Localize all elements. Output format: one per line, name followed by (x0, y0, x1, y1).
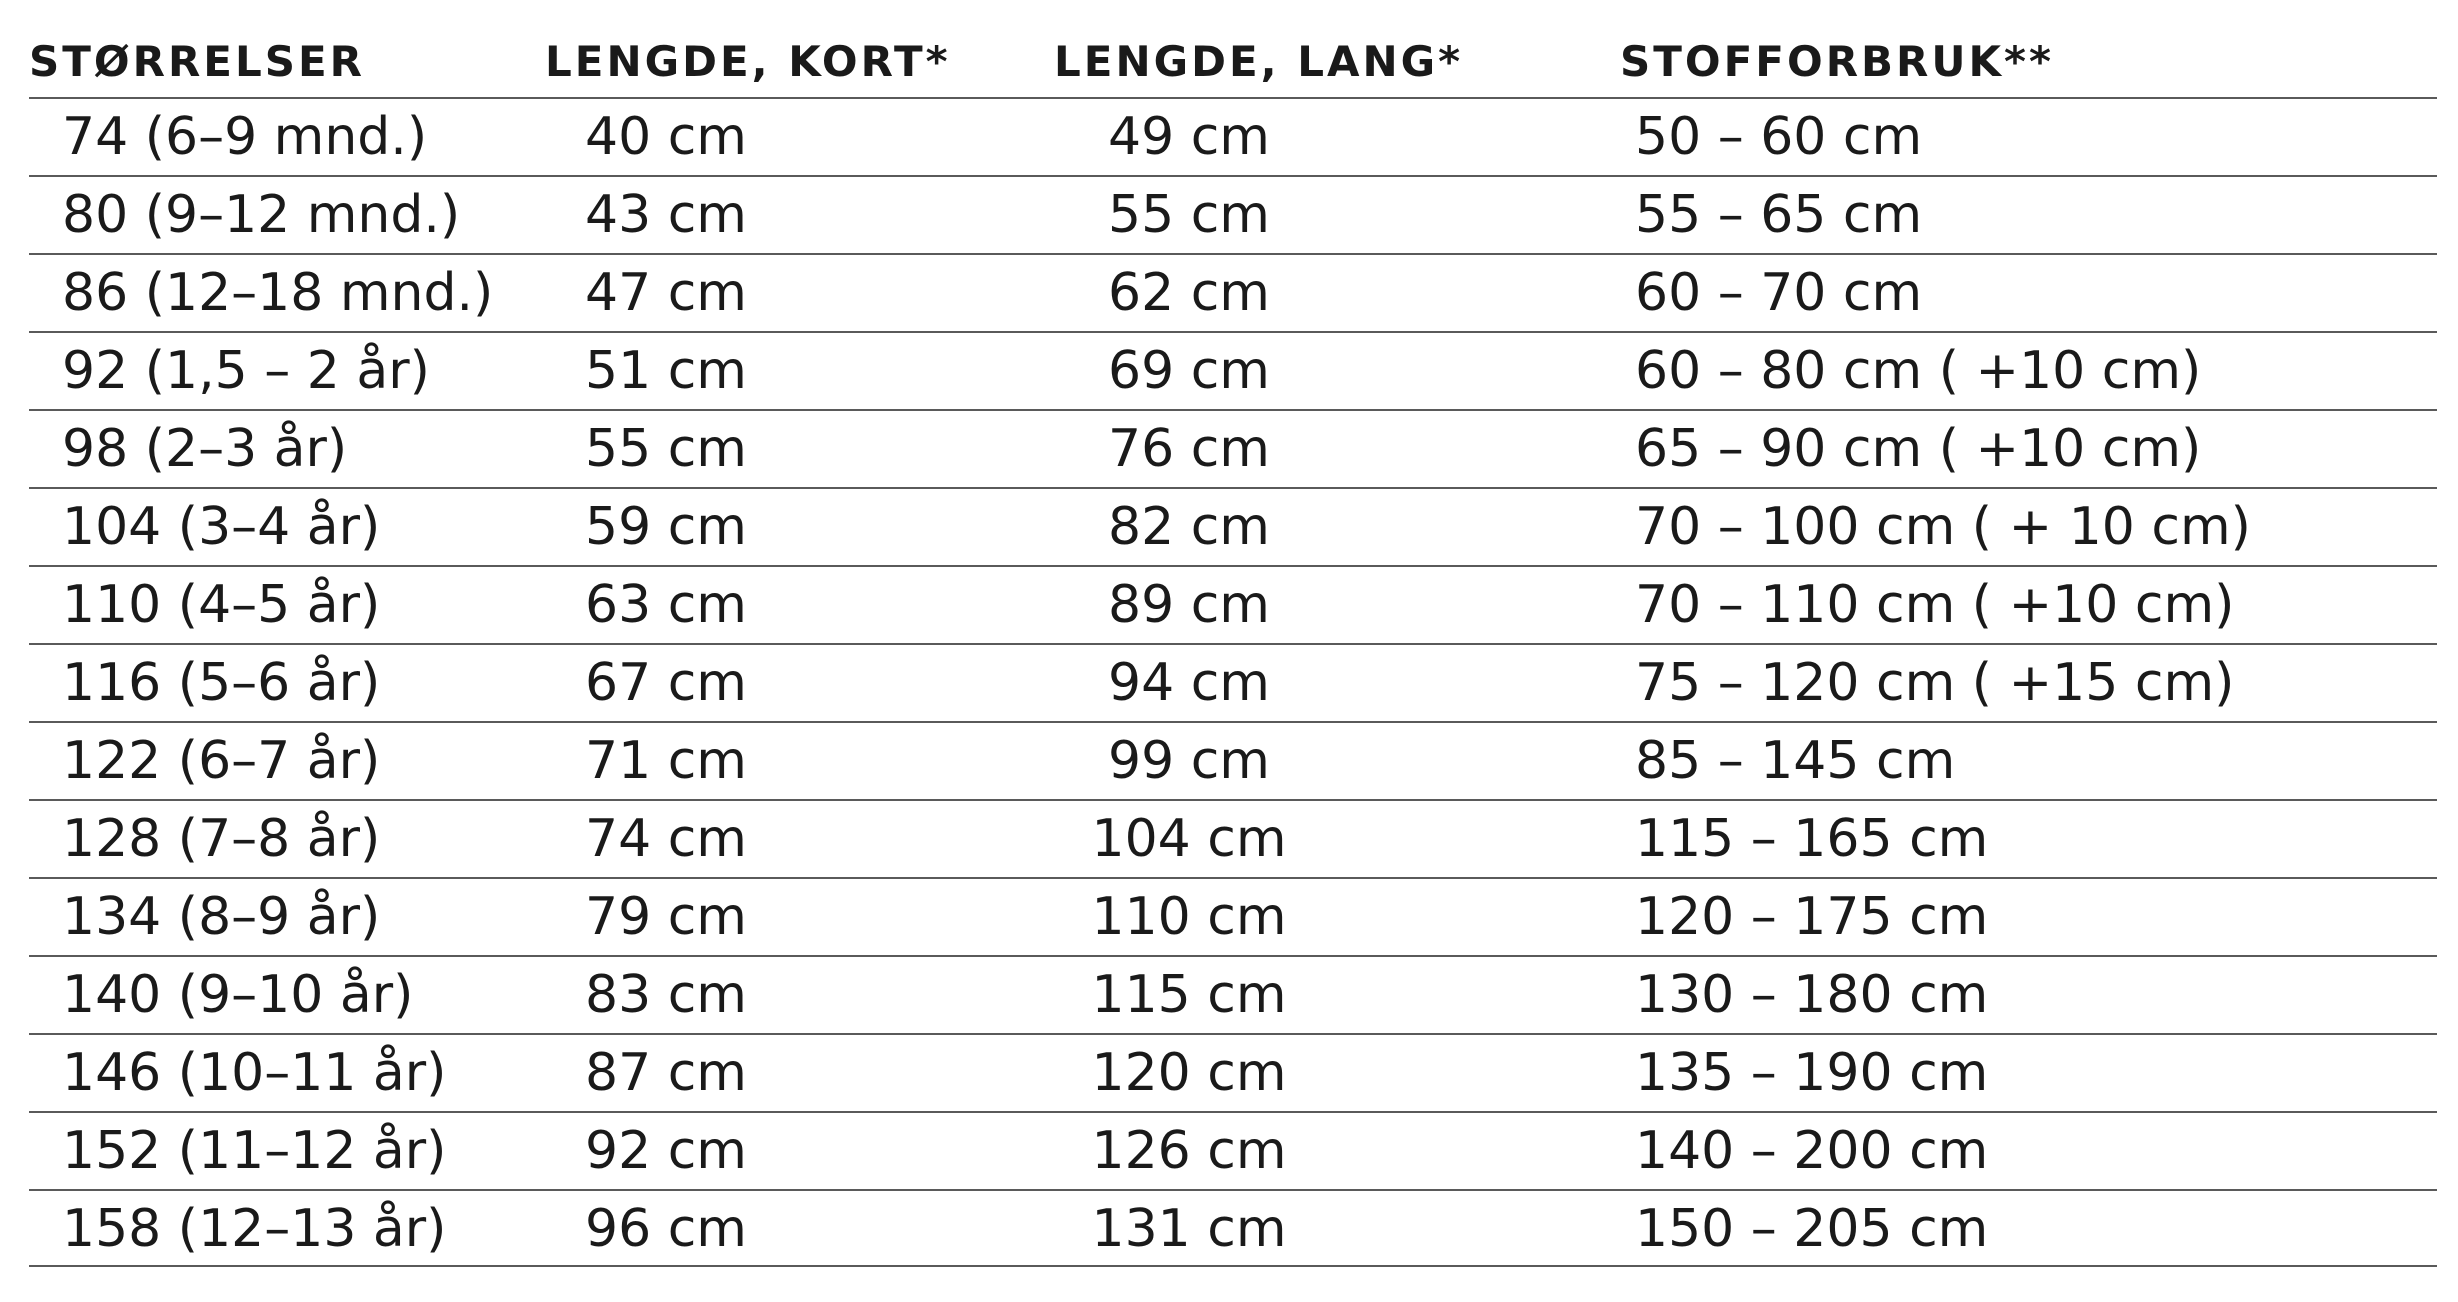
size-cell: 80 (9–12 mnd.) (62, 185, 461, 245)
length-long-cell: 104 cm (1091, 809, 1287, 869)
fabric-usage-cell: 65 – 90 cm ( +10 cm) (1635, 419, 2202, 479)
fabric-usage-cell: 70 – 100 cm ( + 10 cm) (1635, 497, 2251, 557)
table-row (29, 253, 2437, 331)
fabric-usage-cell: 55 – 65 cm (1635, 185, 1923, 245)
table-row (29, 643, 2437, 721)
size-cell: 128 (7–8 år) (62, 809, 381, 869)
length-short-cell: 47 cm (585, 263, 747, 323)
table-row (29, 565, 2437, 643)
length-short-cell: 40 cm (585, 107, 747, 167)
size-cell: 104 (3–4 år) (62, 497, 381, 557)
table-row (29, 721, 2437, 799)
length-long-cell: 69 cm (1108, 341, 1270, 401)
header-length-long: LENGDE, LANG* (1054, 37, 1464, 86)
size-cell: 110 (4–5 år) (62, 575, 381, 635)
length-long-cell: 89 cm (1108, 575, 1270, 635)
length-short-cell: 96 cm (585, 1199, 747, 1259)
length-long-cell: 49 cm (1108, 107, 1270, 167)
size-cell: 98 (2–3 år) (62, 419, 348, 479)
length-short-cell: 87 cm (585, 1043, 747, 1103)
table-row (29, 799, 2437, 877)
length-short-cell: 74 cm (585, 809, 747, 869)
fabric-usage-cell: 135 – 190 cm (1635, 1043, 1989, 1103)
table-body (29, 97, 2437, 1267)
length-short-cell: 51 cm (585, 341, 747, 401)
table-row (29, 409, 2437, 487)
size-cell: 134 (8–9 år) (62, 887, 381, 947)
table-row (29, 955, 2437, 1033)
fabric-usage-cell: 60 – 70 cm (1635, 263, 1923, 323)
fabric-usage-cell: 150 – 205 cm (1635, 1199, 1989, 1259)
size-cell: 122 (6–7 år) (62, 731, 381, 791)
length-short-cell: 43 cm (585, 185, 747, 245)
fabric-usage-cell: 120 – 175 cm (1635, 887, 1989, 947)
fabric-usage-cell: 60 – 80 cm ( +10 cm) (1635, 341, 2202, 401)
size-cell: 74 (6–9 mnd.) (62, 107, 428, 167)
size-cell: 140 (9–10 år) (62, 965, 414, 1025)
length-short-cell: 83 cm (585, 965, 747, 1025)
length-long-cell: 99 cm (1108, 731, 1270, 791)
length-long-cell: 82 cm (1108, 497, 1270, 557)
table-row (29, 175, 2437, 253)
length-long-cell: 76 cm (1108, 419, 1270, 479)
length-long-cell: 131 cm (1091, 1199, 1287, 1259)
length-long-cell: 94 cm (1108, 653, 1270, 713)
header-sizes: STØRRELSER (29, 37, 366, 86)
table-row (29, 1111, 2437, 1189)
header-length-short: LENGDE, KORT* (545, 37, 951, 86)
size-cell: 146 (10–11 år) (62, 1043, 447, 1103)
table-row (29, 1189, 2437, 1267)
table-row (29, 487, 2437, 565)
table-row (29, 331, 2437, 409)
length-long-cell: 115 cm (1091, 965, 1287, 1025)
length-short-cell: 92 cm (585, 1121, 747, 1181)
size-cell: 158 (12–13 år) (62, 1199, 447, 1259)
table-row (29, 1033, 2437, 1111)
table-header (0, 0, 2458, 97)
size-cell: 92 (1,5 – 2 år) (62, 341, 430, 401)
length-short-cell: 59 cm (585, 497, 747, 557)
header-fabric-usage: STOFFORBRUK** (1620, 37, 2054, 86)
length-short-cell: 79 cm (585, 887, 747, 947)
table-row (29, 877, 2437, 955)
fabric-usage-cell: 70 – 110 cm ( +10 cm) (1635, 575, 2235, 635)
length-long-cell: 120 cm (1091, 1043, 1287, 1103)
length-short-cell: 55 cm (585, 419, 747, 479)
size-cell: 86 (12–18 mnd.) (62, 263, 494, 323)
length-long-cell: 62 cm (1108, 263, 1270, 323)
fabric-usage-cell: 130 – 180 cm (1635, 965, 1989, 1025)
length-long-cell: 126 cm (1091, 1121, 1287, 1181)
table-row (29, 97, 2437, 175)
fabric-usage-cell: 75 – 120 cm ( +15 cm) (1635, 653, 2235, 713)
fabric-usage-cell: 50 – 60 cm (1635, 107, 1923, 167)
size-cell: 152 (11–12 år) (62, 1121, 447, 1181)
fabric-usage-cell: 140 – 200 cm (1635, 1121, 1989, 1181)
fabric-usage-cell: 85 – 145 cm (1635, 731, 1956, 791)
length-long-cell: 55 cm (1108, 185, 1270, 245)
length-short-cell: 71 cm (585, 731, 747, 791)
length-short-cell: 67 cm (585, 653, 747, 713)
fabric-usage-cell: 115 – 165 cm (1635, 809, 1989, 869)
size-cell: 116 (5–6 år) (62, 653, 381, 713)
length-long-cell: 110 cm (1091, 887, 1287, 947)
length-short-cell: 63 cm (585, 575, 747, 635)
